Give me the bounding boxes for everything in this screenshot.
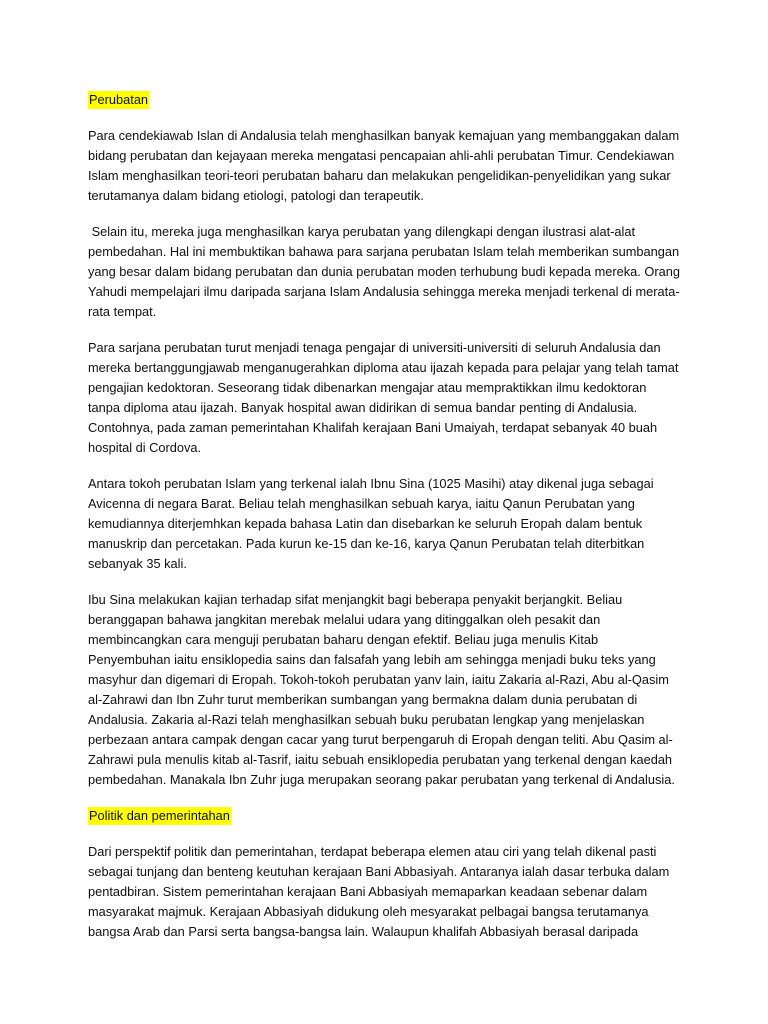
section-heading-wrap: [88, 806, 680, 826]
section-heading-wrap: [88, 90, 680, 110]
paragraph: Para sarjana perubatan turut menjadi tenaga pengajar di universiti-universiti di seluruh Andalusia dan mereka bertanggungjawab menganugerahkan diploma atau ijazah kepada para pelajar yang telah tamat pengajian kedoktoran. Seseorang tidak dibenarkan mengajar atau mempraktikkan ilmu kedoktoran tanpa diploma atau ijazah. Banyak hospital awan didirikan di semua bandar penting di Andalusia. Contohnya, pada zaman pemerintahan Khalifah kerajaan Bani Umaiyah, terdapat sebanyak 40 buah hospital di Cordova.: [88, 340, 679, 455]
paragraph: Ibu Sina melakukan kajian terhadap sifat menjangkit bagi beberapa penyakit berjangkit. Beliau beranggapan bahawa jangkitan merebak melalui udara yang ditinggalkan oleh pesakit dan membincangkan cara menguji perubatan baharu dengan efektif. Beliau juga menulis Kitab Penyembuhan iaitu ensiklopedia sains dan falsafah yang lebih am sehingga menjadi buku teks yang masyhur dan digemari di Eropah. Tokoh-tokoh perubatan yanv lain, iaitu Zakaria al-Razi, Abu al-Qasim al-Zahrawi dan Ibn Zuhr turut memberikan sumbangan yang bermakna dalam dunia perubatan di Andalusia. Zakaria al-Razi telah menghasilkan sebuah buku perubatan lengkap yang menjelaskan perbezaan antara campak dengan cacar yang turut berpengaruh di Eropah dengan teliti. Abu Qasim al-Zahrawi pula menulis kitab al-Tasrif, iaitu sebuah ensiklopedia perubatan yang terkenal dengan kaedah pembedahan. Manakala Ibn Zuhr juga merupakan seorang pakar perubatan yang terkenal di Andalusia.: [88, 592, 675, 787]
paragraph: Selain itu, mereka juga menghasilkan karya perubatan yang dilengkapi dengan ilustrasi alat-alat pembedahan. Hal ini membuktikan bahawa para sarjana perubatan Islam telah memberikan sumbangan yang besar dalam bidang perubatan dan dunia perubatan moden terhubung budi kepada mereka. Orang Yahudi mempelajari ilmu daripada sarjana Islam Andalusia sehingga mereka menjadi terkenal di merata-rata tempat.: [88, 224, 684, 319]
section-perubatan: [88, 90, 684, 790]
paragraph: Antara tokoh perubatan Islam yang terkenal ialah Ibnu Sina (1025 Masihi) atay dikenal juga sebagai Avicenna di negara Barat. Beliau telah menghasilkan sebuah karya, iaitu Qanun Perubatan yang kemudiannya diterjemhkan kepada bahasa Latin dan disebarkan ke seluruh Eropah dalam bentuk manuskrip dan percetakan. Pada kurun ke-15 dan ke-16, karya Qanun Perubatan telah diterbitkan sebanyak 35 kali.: [88, 476, 654, 571]
paragraph: Dari perspektif politik dan pemerintahan, terdapat beberapa elemen atau ciri yang telah dikenal pasti sebagai tunjang dan benteng keutuhan kerajaan Bani Abbasiyah. Antaranya ialah dasar terbuka dalam pentadbiran. Sistem pemerintahan kerajaan Bani Abbasiyah memaparkan keadaan sebenar dalam masyarakat majmuk. Kerajaan Abbasiyah didukung oleh mesyarakat pelbagai bangsa terutamanya bangsa Arab dan Parsi serta bangsa-bangsa lain. Walaupun khalifah Abbasiyah berasal daripada: [88, 844, 670, 939]
section-heading: Politik dan pemerintahan: [89, 808, 230, 823]
section-politik: [88, 806, 680, 942]
section-heading: Perubatan: [89, 92, 149, 107]
paragraph: Para cendekiawab Islan di Andalusia telah menghasilkan banyak kemajuan yang membanggakan dalam bidang perubatan dan kejayaan mereka mengatasi pencapaian ahli-ahli perubatan Timur. Cendekiawan Islam menghasilkan teori-teori perubatan baharu dan melakukan pengelidikan-penyelidikan yang sukar terutamanya dalam bidang etiologi, patologi dan terapeutik.: [88, 128, 680, 203]
